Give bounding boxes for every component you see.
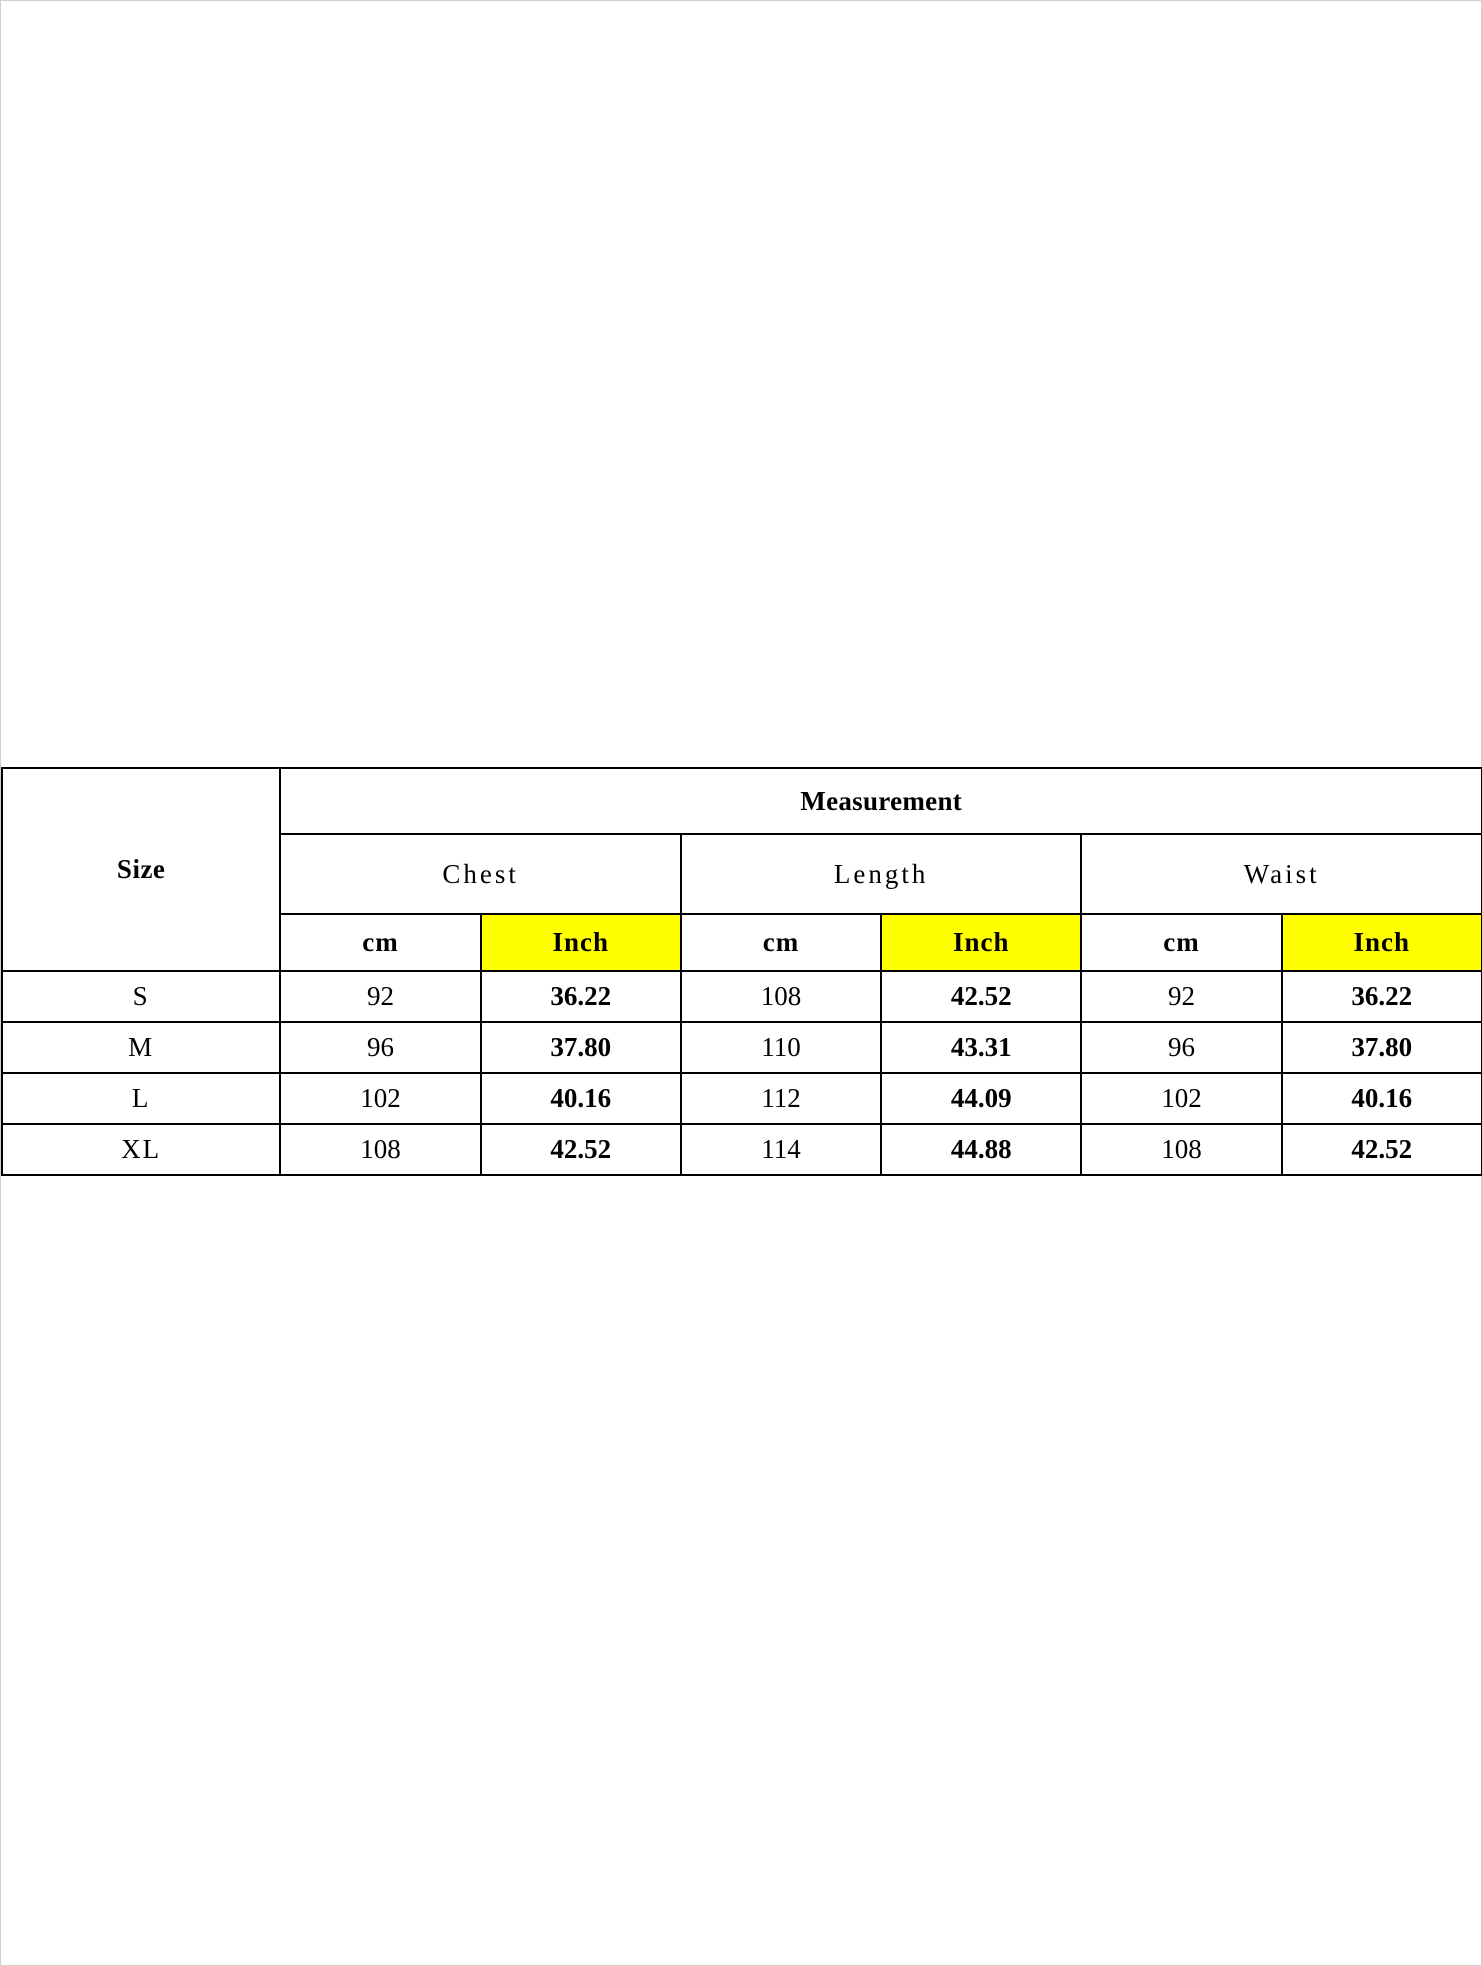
cell-chest-cm: 92 bbox=[280, 971, 480, 1022]
unit-header-length-inch: Inch bbox=[881, 914, 1081, 971]
cell-length-inch: 43.31 bbox=[881, 1022, 1081, 1073]
cell-waist-cm: 102 bbox=[1081, 1073, 1281, 1124]
cell-chest-cm: 102 bbox=[280, 1073, 480, 1124]
measurement-title-header: Measurement bbox=[280, 768, 1482, 834]
unit-header-waist-cm: cm bbox=[1081, 914, 1281, 971]
cell-length-inch: 42.52 bbox=[881, 971, 1081, 1022]
table-row bbox=[2, 1073, 1482, 1124]
cell-chest-inch: 36.22 bbox=[481, 971, 681, 1022]
cell-length-cm: 114 bbox=[681, 1124, 881, 1175]
group-header-length: Length bbox=[681, 834, 1082, 914]
cell-length-cm: 108 bbox=[681, 971, 881, 1022]
cell-waist-inch: 42.52 bbox=[1282, 1124, 1482, 1175]
cell-length-cm: 112 bbox=[681, 1073, 881, 1124]
cell-chest-cm: 108 bbox=[280, 1124, 480, 1175]
cell-length-inch: 44.09 bbox=[881, 1073, 1081, 1124]
cell-waist-cm: 96 bbox=[1081, 1022, 1281, 1073]
cell-length-inch: 44.88 bbox=[881, 1124, 1081, 1175]
unit-header-length-cm: cm bbox=[681, 914, 881, 971]
table-row-measurement-title bbox=[2, 768, 1482, 834]
size-chart-container bbox=[1, 767, 1482, 1176]
unit-header-chest-cm: cm bbox=[280, 914, 480, 971]
cell-waist-inch: 37.80 bbox=[1282, 1022, 1482, 1073]
size-chart-table bbox=[1, 767, 1482, 1176]
row-size-label: M bbox=[2, 1022, 280, 1073]
group-header-waist: Waist bbox=[1081, 834, 1482, 914]
cell-chest-cm: 96 bbox=[280, 1022, 480, 1073]
row-size-label: S bbox=[2, 971, 280, 1022]
unit-header-waist-inch: Inch bbox=[1282, 914, 1482, 971]
cell-waist-cm: 108 bbox=[1081, 1124, 1281, 1175]
cell-waist-cm: 92 bbox=[1081, 971, 1281, 1022]
unit-header-chest-inch: Inch bbox=[481, 914, 681, 971]
cell-chest-inch: 42.52 bbox=[481, 1124, 681, 1175]
row-size-label: L bbox=[2, 1073, 280, 1124]
cell-chest-inch: 40.16 bbox=[481, 1073, 681, 1124]
table-row bbox=[2, 1124, 1482, 1175]
cell-waist-inch: 40.16 bbox=[1282, 1073, 1482, 1124]
cell-waist-inch: 36.22 bbox=[1282, 971, 1482, 1022]
table-row bbox=[2, 1022, 1482, 1073]
size-column-header: Size bbox=[2, 768, 280, 971]
group-header-chest: Chest bbox=[280, 834, 681, 914]
table-row bbox=[2, 971, 1482, 1022]
cell-chest-inch: 37.80 bbox=[481, 1022, 681, 1073]
row-size-label: XL bbox=[2, 1124, 280, 1175]
cell-length-cm: 110 bbox=[681, 1022, 881, 1073]
